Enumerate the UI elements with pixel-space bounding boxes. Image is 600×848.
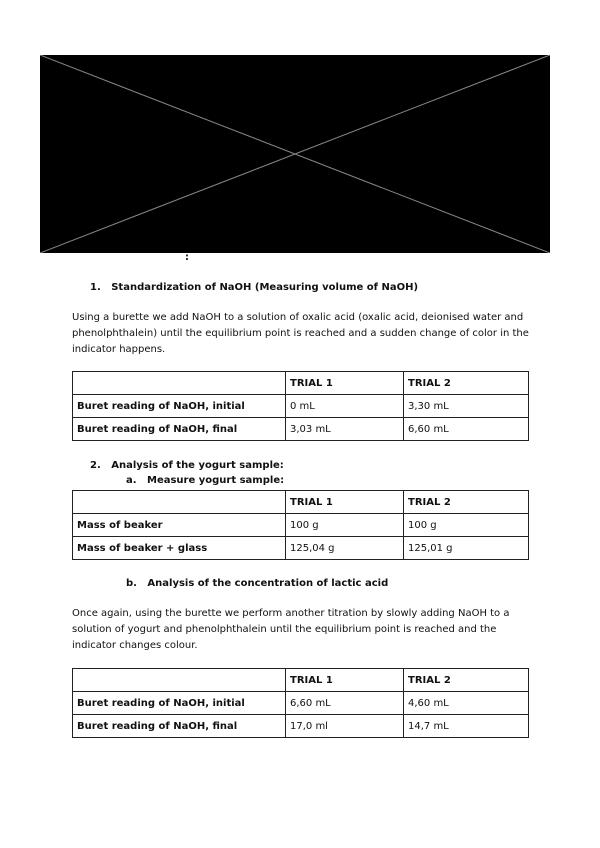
section2b-heading [126,578,388,589]
table-row [73,418,529,441]
table-header-cell: TRIAL 1 [286,669,404,692]
section1-heading [90,282,418,293]
table-cell: 0 mL [286,395,404,418]
table-cell: Buret reading of NaOH, initial [73,692,286,715]
table-header-row [73,491,529,514]
section2-heading [90,460,284,471]
table-cell: 125,01 g [404,537,529,560]
table-header-cell: TRIAL 1 [286,372,404,395]
section2a-letter: a. [126,475,137,486]
caption-colon: : [185,252,189,263]
table-cell: Buret reading of NaOH, final [73,418,286,441]
image-placeholder-cross [40,55,550,253]
table-header-cell: TRIAL 1 [286,491,404,514]
section2b-title: Analysis of the concentration of lactic acid [147,578,389,589]
table-cell: 14,7 mL [404,715,529,738]
table-lactic-acid-titration [72,668,529,738]
table-header-cell [73,669,286,692]
table-header-cell [73,491,286,514]
table-cell: 100 g [286,514,404,537]
table-cell: Mass of beaker [73,514,286,537]
image-placeholder [40,55,550,253]
table-cell: 17,0 ml [286,715,404,738]
table-row [73,692,529,715]
table-cell: 6,60 mL [286,692,404,715]
section2-number: 2. [90,460,101,471]
table-header-cell: TRIAL 2 [404,491,529,514]
section1-paragraph: Using a burette we add NaOH to a solution of oxalic acid (oxalic acid, deionised water and phenolphthalein) until the equilibrium point is reached and a sudden change of color in the indicator happens. [72,312,529,355]
table-cell: Buret reading of NaOH, final [73,715,286,738]
table-header-row [73,669,529,692]
table-cell: 3,30 mL [404,395,529,418]
section1-title: Standardization of NaOH (Measuring volume of NaOH) [111,282,419,293]
table-yogurt-mass [72,490,529,560]
table-row [73,395,529,418]
table-header-cell: TRIAL 2 [404,372,529,395]
table-cell: 3,03 mL [286,418,404,441]
section1-number: 1. [90,282,101,293]
section2-title: Analysis of the yogurt sample: [111,460,284,471]
section2a-title: Measure yogurt sample: [147,475,285,486]
table-cell: 125,04 g [286,537,404,560]
table-cell: 100 g [404,514,529,537]
table-cell: 6,60 mL [404,418,529,441]
table-naoh-standardization [72,371,529,441]
table-cell: 4,60 mL [404,692,529,715]
table-row [73,537,529,560]
section2a-heading [126,475,284,486]
table-header-row [73,372,529,395]
table-header-cell: TRIAL 2 [404,669,529,692]
section2b-paragraph: Once again, using the burette we perform another titration by slowly adding NaOH to a solution of yogurt and phenolphthalein until the equilibrium point is reached and the indicator changes colour. [72,608,510,651]
table-row [73,514,529,537]
table-row [73,715,529,738]
table-header-cell [73,372,286,395]
section2b-letter: b. [126,578,137,589]
table-cell: Buret reading of NaOH, initial [73,395,286,418]
table-cell: Mass of beaker + glass [73,537,286,560]
